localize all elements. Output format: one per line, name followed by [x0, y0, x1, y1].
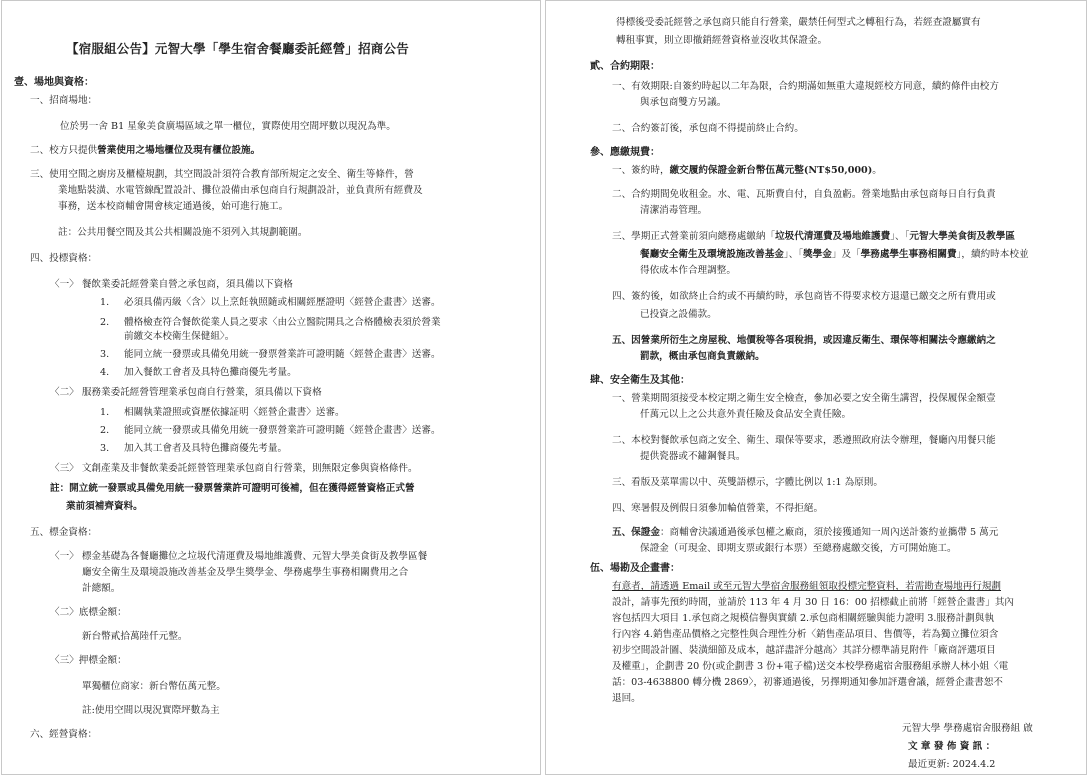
- fee-deposit-lead: 一、簽約時，: [612, 165, 670, 176]
- fee-semester-seg-3: 」、「: [783, 249, 804, 260]
- section-5-heading: 五、標金資格：: [30, 527, 98, 538]
- fee-semester-seg-4: 」及「: [831, 249, 861, 260]
- fee-deposit-bold: 繳交履約保證金新台幣伍萬元整(NT$50,000): [669, 165, 873, 176]
- fee-semester-bold-2: 元智大學美食街及教學區: [909, 231, 1015, 242]
- bid-qual-b-num-3: 3.: [100, 443, 110, 454]
- site-visit-line-1: 有意者，請透過 Email 或至元智大學宿舍服務組領取投標完整資料，若需勘查場地再行規劃: [612, 581, 1002, 592]
- site-visit-line-6: 及權重」，企劃書 20 份(或企劃書 3 份+電子檔)送交本校學務處宿舍服務組承辦人林小姐〈電: [612, 661, 1009, 672]
- fee-rent-line-2: 清潔消毒管理。: [640, 205, 708, 216]
- item-space-line-2: 業地點裝潢、水電管線配置設計、攤位設備由承包商自行規劃設計，並負責所有經費及: [58, 185, 423, 196]
- bid-qual-a-text-2b: 前繳交本校衛生保健組〉。: [124, 331, 235, 342]
- fee-rent-line-1: 二、合約期間免收租金。水、電、瓦斯費自付，自負盈虧。營業地點由承包商每日自行負責: [612, 189, 996, 200]
- bid-qual-a-num-2: 2.: [100, 317, 110, 328]
- item-space-line-1: 三、使用空間之廚房及櫃檯規劃，其空間設計須符合教育部所規定之安全、衛生等條件，營: [30, 169, 414, 180]
- bid-qual-a-head: 〈一〉 餐飲業委託經營業自營之承包商，須具備以下資格: [50, 279, 293, 290]
- safety-hygiene-line-2: 提供瓷器或不鏽鋼餐具。: [640, 451, 746, 462]
- fee-semester-line-3: 得依成本作合理調整。: [640, 265, 736, 276]
- continued-line-1: 得標後受委託經營之承包商只能自行營業，嚴禁任何型式之轉租行為，若經查證屬實有: [616, 17, 981, 28]
- section-3-heading: 參、應繳規費：: [590, 147, 660, 158]
- safety-signage: 三、看版及菜單需以中、英雙語標示，字體比例以 1:1 為原則。: [612, 477, 883, 488]
- fee-semester-bold-4: 獎學金: [803, 249, 832, 260]
- bid-qual-b-head: 〈二〉 服務業委託經營管理業承包商自行營業，須具備以下資格: [50, 387, 322, 398]
- item-provided: [30, 143, 260, 159]
- fee-refund-line-2: 已投資之設備款。: [640, 309, 717, 320]
- safety-inspect-line-2: 仟萬元以上之公共意外責任險及食品安全責任險。: [640, 409, 852, 420]
- bid-qual-b-text-2: 能同立統一發票或具備免用統一發票營業許可證明隨〈經營企畫書〉送審。: [124, 425, 441, 436]
- safety-holiday: 四、寒暑假及例假日須參加輪值營業，不得拒絕。: [612, 503, 824, 514]
- fee-semester-bold-1: 垃圾代清運費及場地維護費: [775, 231, 891, 242]
- bid-qual-a-num-1: 1.: [100, 297, 110, 308]
- item-space-note: 註：公共用餐空間及其公共相關設施不須列入其規劃範圍。: [58, 227, 308, 238]
- section-5-heading-right: 伍、場勘及企畫書：: [590, 563, 680, 574]
- signature-org: 元智大學 學務處宿舍服務組 啟: [902, 723, 1033, 734]
- bid-qual-a-text-2a: 體格檢查符合餐飲從業人員之要求〈由公立醫院開具之合格體檢表須於營業: [124, 317, 441, 328]
- section-4-heading: 肆、安全衛生及其他：: [590, 375, 690, 386]
- item-bid-qual-label: 四、投標資格：: [30, 253, 98, 264]
- item-provided-bold: 營業使用之場地櫃位及現有櫃位設施。: [97, 145, 261, 156]
- site-visit-line-8: 退回。: [612, 693, 641, 704]
- section-6-heading: 六、經營資格：: [30, 729, 98, 740]
- bid-qual-note-2: 業前須補齊資料。: [66, 501, 143, 512]
- bid-qual-note-1: 註：開立統一發票或具備免用統一發票營業許可證明可後補，但在獲得經營資格正式營: [50, 483, 415, 494]
- safety-hygiene-line-1: 二、本校對餐飲承包商之安全、衛生、環保等要求，悉遵照政府法令辦理，餐廳內用餐只能: [612, 435, 996, 446]
- fee-tax-line-2: 罰款，概由承包商負責繳納。: [640, 351, 765, 362]
- bid-qual-a-text-4: 加入餐飲工會者及具特色攤商優先考量。: [124, 367, 297, 378]
- safety-deposit-line-1: [612, 525, 998, 541]
- bid-fee-a-head: 〈一〉 標金基礎為各餐廳攤位之垃圾代清運費及場地維護費、元智大學美食街及教學區餐: [50, 551, 428, 562]
- fee-semester-seg-2: 」、「: [890, 231, 910, 242]
- bid-qual-a-text-1: 必須具備丙級〈含〉以上烹飪執照隨或相關經歷證明〈經營企畫書〉送審。: [124, 297, 441, 308]
- page-title: 【宿服組公告】元智大學「學生宿舍餐廳委託經營」招商公告: [66, 41, 409, 56]
- safety-deposit-text-1: ：商輔會決議通過後承包權之廠商，須於接獲通知一周內送計簽約並攜帶 5 萬元: [659, 527, 999, 538]
- continued-line-2: 轉租事實，則立即撤銷經營資格並沒收其保證金。: [616, 35, 828, 46]
- contract-term-line-1: 一、有效期限:自簽約時起以二年為限，合約期滿如無重大違規經校方同意，續約條件由校方: [612, 81, 999, 92]
- bid-fee-b-text: 新台幣貳拾萬陸仟元整。: [82, 631, 188, 642]
- item-venue-label: 一、招商場地：: [30, 95, 98, 106]
- contract-no-terminate: 二、合約簽訂後，承包商不得提前終止合約。: [612, 123, 804, 134]
- publish-info-label: 文 章 發 佈 資 訊 ：: [908, 741, 996, 752]
- bid-qual-a-num-4: 4.: [100, 367, 110, 378]
- fee-deposit-tail: 。: [872, 165, 882, 176]
- fee-semester-seg-1: 三、學期正式營業前須向總務處繳納「: [612, 231, 776, 242]
- bid-qual-c: 〈三〉 文創產業及非餐飲業委託經營管理業承包商自行營業，則無限定參與資格條件。: [50, 463, 418, 474]
- site-visit-line-2: 設計，請事先預約時間，並請於 113 年 4 月 30 日 16：00 招標截止前將「經營企畫書」其內: [612, 597, 1015, 608]
- item-venue-text: 位於男一舍 B1 星象美食廣場區域之單一櫃位，實際使用空間坪數以現況為準。: [60, 121, 396, 132]
- bid-fee-c-head: 〈三〉押標金額：: [50, 655, 127, 666]
- bid-qual-a-num-3: 3.: [100, 349, 110, 360]
- fee-semester-bold-3: 餐廳安全衛生及環境設施改善基金: [640, 249, 784, 260]
- bid-fee-b-head: 〈二〉底標金額：: [50, 607, 127, 618]
- bid-qual-b-num-2: 2.: [100, 425, 110, 436]
- announcement-page-right: [545, 0, 1087, 775]
- fee-semester-bold-5: 學務處學生事務相關費: [860, 249, 957, 260]
- bid-qual-b-text-1: 相關執業證照或資歷依據証明〈經營企畫書〉送審。: [124, 407, 345, 418]
- section-2-heading: 貳、合約期限：: [590, 61, 660, 72]
- bid-fee-a-line-1: 廳安全衛生及環境設施改善基金及學生獎學金、學務處學生事務相關費用之合: [82, 567, 409, 578]
- bid-qual-b-num-1: 1.: [100, 407, 110, 418]
- last-updated: 最近更新: 2024.4.2: [908, 759, 996, 770]
- fee-semester-line-1: [612, 229, 1015, 245]
- fee-refund-line-1: 四、簽約後，如欲終止合約或不再續約時，承包商皆不得要求校方退還已繳交之所有費用或: [612, 291, 996, 302]
- bid-fee-c-note: 註:使用空間以現況實際坪數為主: [82, 705, 220, 716]
- fee-tax-line-1: 五、因營業所衍生之房屋稅、地價稅等各項稅捐，或因違反衛生、環保等相關法令應繳納之: [612, 335, 996, 346]
- bid-qual-a-text-3: 能同立統一發票或具備免用統一發票營業許可證明隨〈經營企畫書〉送審。: [124, 349, 441, 360]
- safety-deposit-line-2: 保證金（可現金、即期支票或銀行本票）至總務處繳交後，方可開始施工。: [640, 543, 957, 554]
- site-visit-line-5: 初步空間設計圖、裝潢細節及成本，越詳盡評分越高〉其詳分標準請見附件「廠商評選項目: [612, 645, 996, 656]
- bid-fee-a-line-2: 計總額。: [82, 583, 121, 594]
- safety-deposit-label: 五、保證金: [612, 527, 660, 538]
- fee-semester-seg-5: 」，續約時本校並: [956, 249, 1029, 260]
- bid-fee-c-text: 單獨櫃位商家：新台幣伍萬元整。: [82, 681, 226, 692]
- bid-qual-b-text-3: 加入其工會者及具特色攤商優先考量。: [124, 443, 288, 454]
- section-1-heading: 壹、場地與資格：: [14, 77, 94, 88]
- site-visit-line-7: 話：03-4638800 轉分機 2869〉，初審通過後，另擇期通知參加評選會議，經營企畫書恕不: [612, 677, 1003, 688]
- site-visit-line-4: 行內容 4.銷售產品價格之完整性與合理性分析〈銷售產品項目、售價等，若為獨立攤位須含: [612, 629, 999, 640]
- announcement-page-left: [1, 0, 541, 775]
- item-space-line-3: 事務，送本校商輔會開會核定通過後，始可進行施工。: [58, 201, 289, 212]
- item-provided-lead: 二、校方只提供: [30, 145, 98, 156]
- fee-semester-line-2: [640, 247, 1029, 263]
- site-visit-line-3: 容包括四大項目 1.承包商之規模信譽與實績 2.承包商相關經驗與能力證明 3.服務計劃與執: [612, 613, 994, 624]
- contract-term-line-2: 與承包商雙方另議。: [640, 97, 727, 108]
- fee-deposit: [612, 163, 882, 179]
- safety-inspect-line-1: 一、營業期間須接受本校定期之衛生安全檢查，參加必要之安全衛生講習，投保履保金額壹: [612, 393, 996, 404]
